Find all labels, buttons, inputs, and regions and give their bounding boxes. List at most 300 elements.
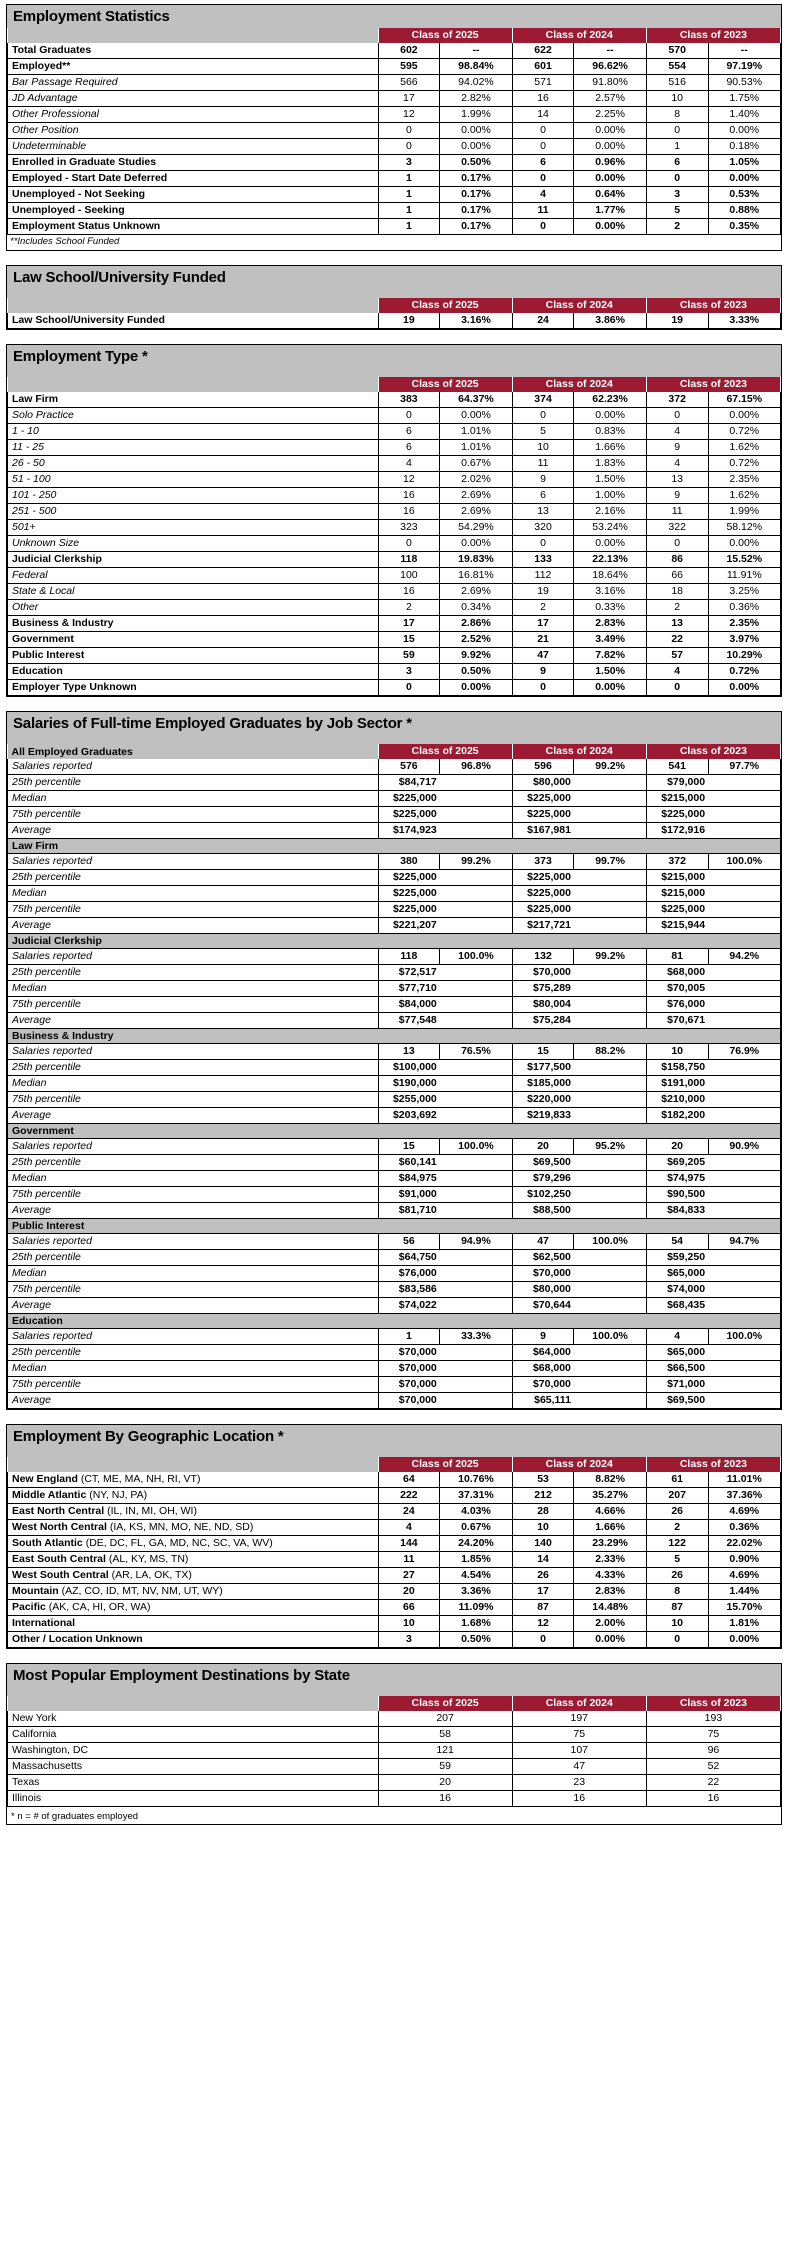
cell-blank [574, 1171, 646, 1187]
cell-blank [574, 1393, 646, 1409]
cell-blank [440, 1345, 512, 1361]
cell-percent: 94.7% [708, 1234, 780, 1250]
cell-count: 2 [378, 600, 440, 616]
cell-count: 28 [512, 1504, 574, 1520]
cell-blank [440, 886, 512, 902]
table-header-row [8, 28, 781, 43]
cell-count: 75 [646, 1727, 780, 1743]
page-title: Employment Statistics [13, 8, 170, 25]
cell-percent: 3.36% [440, 1584, 512, 1600]
table-row [8, 75, 781, 91]
employment-statistics-header [7, 5, 781, 28]
cell-salary: $225,000 [378, 807, 440, 823]
salary-group-header [8, 1029, 781, 1044]
cell-count: 323 [378, 520, 440, 536]
cell-percent: 4.69% [708, 1504, 780, 1520]
cell-salary: $177,500 [512, 1060, 574, 1076]
cell-count: 207 [378, 1711, 512, 1727]
column-header-2023: Class of 2023 [646, 1457, 780, 1472]
cell-count: 5 [646, 203, 708, 219]
cell-count: 596 [512, 759, 574, 775]
cell-percent: 0.00% [708, 408, 780, 424]
cell-count: 212 [512, 1488, 574, 1504]
cell-blank [440, 791, 512, 807]
cell-percent: 0.96% [574, 155, 646, 171]
cell-percent: 0.00% [440, 536, 512, 552]
cell-count: 13 [512, 504, 574, 520]
table-row [8, 1361, 781, 1377]
row-label: Total Graduates [8, 43, 379, 59]
table-row [8, 648, 781, 664]
cell-salary: $70,000 [378, 1361, 440, 1377]
table-row [8, 1139, 781, 1155]
geo-region-name: Pacific [12, 1601, 46, 1613]
cell-blank [440, 1203, 512, 1219]
cell-count: 22 [646, 1775, 780, 1791]
table-row [8, 392, 781, 408]
cell-salary: $158,750 [646, 1060, 708, 1076]
cell-salary: $203,692 [378, 1108, 440, 1124]
cell-count: 13 [378, 1044, 440, 1060]
cell-count: 26 [512, 1568, 574, 1584]
cell-percent: 99.2% [574, 759, 646, 775]
cell-salary: $83,586 [378, 1282, 440, 1298]
employment-statistics-footnote: **Includes School Funded [10, 236, 120, 247]
cell-salary: $70,671 [646, 1013, 708, 1029]
table-row [8, 1187, 781, 1203]
cell-blank [574, 918, 646, 934]
cell-salary: $84,833 [646, 1203, 708, 1219]
cell-salary: $215,000 [646, 886, 708, 902]
cell-salary: $70,644 [512, 1298, 574, 1314]
table-row [8, 1108, 781, 1124]
cell-percent: 0.00% [708, 680, 780, 696]
table-row [8, 1568, 781, 1584]
cell-percent: 67.15% [708, 392, 780, 408]
cell-percent: 2.69% [440, 504, 512, 520]
cell-salary: $80,000 [512, 775, 574, 791]
cell-percent: 99.7% [574, 854, 646, 870]
cell-salary: $172,916 [646, 823, 708, 839]
row-label: Salaries reported [8, 854, 379, 870]
cell-percent: 0.50% [440, 155, 512, 171]
header-spacer-band [13, 1446, 775, 1455]
cell-count: 0 [378, 123, 440, 139]
table-row [8, 632, 781, 648]
header-spacer-band [13, 366, 775, 375]
cell-count: 0 [646, 123, 708, 139]
cell-count: 4 [512, 187, 574, 203]
cell-salary: $210,000 [646, 1092, 708, 1108]
row-label: Salaries reported [8, 1329, 379, 1345]
table-row [8, 1552, 781, 1568]
cell-count: 222 [378, 1488, 440, 1504]
cell-percent: 7.82% [574, 648, 646, 664]
row-label: Average [8, 823, 379, 839]
cell-percent: 8.82% [574, 1472, 646, 1488]
cell-blank [708, 1377, 780, 1393]
cell-blank [440, 1171, 512, 1187]
row-label: 75th percentile [8, 902, 379, 918]
row-label: 1 - 10 [8, 424, 379, 440]
geo-region-name: Middle Atlantic [12, 1489, 87, 1501]
column-header-2023: Class of 2023 [646, 298, 780, 313]
row-label: 75th percentile [8, 1282, 379, 1298]
cell-salary: $221,207 [378, 918, 440, 934]
cell-count: 10 [646, 91, 708, 107]
cell-salary: $91,000 [378, 1187, 440, 1203]
cell-salary: $69,500 [646, 1393, 708, 1409]
cell-salary: $80,004 [512, 997, 574, 1013]
row-label: 25th percentile [8, 870, 379, 886]
table-row [8, 107, 781, 123]
cell-percent: 1.50% [574, 664, 646, 680]
table-row [8, 123, 781, 139]
cell-count: 47 [512, 1759, 646, 1775]
cell-salary: $69,500 [512, 1155, 574, 1171]
cell-count: 2 [646, 600, 708, 616]
cell-blank [708, 1108, 780, 1124]
cell-count: 6 [378, 424, 440, 440]
table-row [8, 1234, 781, 1250]
cell-salary: $182,200 [646, 1108, 708, 1124]
state-name: Washington, DC [8, 1743, 379, 1759]
cell-percent: 0.00% [708, 536, 780, 552]
cell-salary: $220,000 [512, 1092, 574, 1108]
table-header-row [8, 744, 781, 759]
cell-count: 601 [512, 59, 574, 75]
geo-region-states: (DE, DC, FL, GA, MD, NC, SC, VA, WV) [82, 1537, 273, 1549]
column-header-2023: Class of 2023 [646, 744, 780, 759]
cell-count: 0 [512, 680, 574, 696]
cell-count: 52 [646, 1759, 780, 1775]
row-label: Salaries reported [8, 1139, 379, 1155]
cell-percent: 1.85% [440, 1552, 512, 1568]
cell-count: 516 [646, 75, 708, 91]
row-label: 101 - 250 [8, 488, 379, 504]
row-label: 11 - 25 [8, 440, 379, 456]
cell-blank [440, 1092, 512, 1108]
cell-count: 87 [646, 1600, 708, 1616]
geo-region-states: (IA, KS, MN, MO, NE, ND, SD) [106, 1521, 254, 1533]
row-label: Judicial Clerkship [8, 552, 379, 568]
table-row [8, 1013, 781, 1029]
cell-count: 0 [512, 171, 574, 187]
cell-blank [574, 1361, 646, 1377]
cell-blank [574, 1187, 646, 1203]
table-row [8, 823, 781, 839]
cell-salary: $75,284 [512, 1013, 574, 1029]
cell-percent: 15.52% [708, 552, 780, 568]
row-label: Law School/University Funded [8, 313, 379, 329]
cell-percent: 2.69% [440, 584, 512, 600]
cell-salary: $70,000 [512, 1266, 574, 1282]
row-label: 25th percentile [8, 1250, 379, 1266]
table-row [8, 568, 781, 584]
cell-percent: 1.00% [574, 488, 646, 504]
cell-salary: $225,000 [512, 807, 574, 823]
cell-salary: $90,500 [646, 1187, 708, 1203]
cell-percent: 0.34% [440, 600, 512, 616]
cell-percent: 11.09% [440, 1600, 512, 1616]
cell-count: 3 [378, 1632, 440, 1648]
table-row [8, 965, 781, 981]
cell-percent: 0.36% [708, 600, 780, 616]
cell-blank [708, 807, 780, 823]
table-header-row [8, 1696, 781, 1711]
cell-salary: $76,000 [378, 1266, 440, 1282]
header-spacer-band [13, 733, 775, 742]
table-row [8, 1632, 781, 1648]
state-name: New York [8, 1711, 379, 1727]
cell-salary: $76,000 [646, 997, 708, 1013]
cell-salary: $71,000 [646, 1377, 708, 1393]
cell-percent: 2.83% [574, 1584, 646, 1600]
cell-percent: 0.18% [708, 139, 780, 155]
salary-group-header [8, 1124, 781, 1139]
cell-percent: 2.00% [574, 1616, 646, 1632]
cell-count: 27 [378, 1568, 440, 1584]
row-label [8, 1584, 379, 1600]
cell-percent: 0.67% [440, 1520, 512, 1536]
row-label: Employment Status Unknown [8, 219, 379, 235]
cell-percent: 11.01% [708, 1472, 780, 1488]
cell-count: 75 [512, 1727, 646, 1743]
cell-salary: $217,721 [512, 918, 574, 934]
cell-count: 96 [646, 1743, 780, 1759]
cell-percent: 1.66% [574, 440, 646, 456]
law-school-funded-panel [6, 265, 782, 330]
state-name: California [8, 1727, 379, 1743]
cell-percent: 76.9% [708, 1044, 780, 1060]
cell-percent: 22.13% [574, 552, 646, 568]
table-row [8, 408, 781, 424]
cell-percent: 0.33% [574, 600, 646, 616]
cell-percent: 0.00% [574, 1632, 646, 1648]
cell-blank [574, 902, 646, 918]
table-row [8, 664, 781, 680]
cell-blank [440, 1060, 512, 1076]
cell-percent: 94.02% [440, 75, 512, 91]
cell-blank [440, 997, 512, 1013]
cell-count: 16 [512, 91, 574, 107]
cell-salary: $215,944 [646, 918, 708, 934]
cell-percent: 4.33% [574, 1568, 646, 1584]
table-row [8, 1536, 781, 1552]
row-label: Median [8, 886, 379, 902]
row-label: 75th percentile [8, 997, 379, 1013]
table-row [8, 949, 781, 965]
table-row [8, 520, 781, 536]
cell-percent: 100.0% [440, 949, 512, 965]
section-title-law-school-funded: Law School/University Funded [13, 269, 226, 286]
cell-percent: 3.16% [574, 584, 646, 600]
cell-percent: 53.24% [574, 520, 646, 536]
cell-count: 373 [512, 854, 574, 870]
cell-percent: 1.62% [708, 440, 780, 456]
cell-salary: $68,000 [646, 965, 708, 981]
row-label: State & Local [8, 584, 379, 600]
cell-blank [574, 1282, 646, 1298]
cell-count: 16 [378, 504, 440, 520]
cell-count: 0 [512, 408, 574, 424]
cell-blank [440, 1266, 512, 1282]
law-school-funded-header [7, 266, 781, 298]
cell-percent: 0.67% [440, 456, 512, 472]
cell-count: 57 [646, 648, 708, 664]
cell-percent: 100.0% [708, 1329, 780, 1345]
cell-blank [708, 886, 780, 902]
cell-count: 58 [378, 1727, 512, 1743]
cell-percent: -- [708, 43, 780, 59]
salary-group-label: Judicial Clerkship [8, 934, 781, 949]
row-label: Median [8, 791, 379, 807]
cell-blank [708, 1155, 780, 1171]
cell-percent: 4.03% [440, 1504, 512, 1520]
cell-percent: 2.02% [440, 472, 512, 488]
cell-percent: 0.00% [574, 139, 646, 155]
cell-blank [440, 1155, 512, 1171]
row-label: Employed** [8, 59, 379, 75]
cell-percent: 1.44% [708, 1584, 780, 1600]
cell-salary: $77,548 [378, 1013, 440, 1029]
table-row [8, 759, 781, 775]
cell-percent: 0.36% [708, 1520, 780, 1536]
row-label [8, 1600, 379, 1616]
cell-blank [440, 807, 512, 823]
column-header-2023: Class of 2023 [646, 377, 780, 392]
cell-percent: 23.29% [574, 1536, 646, 1552]
cell-percent: 11.91% [708, 568, 780, 584]
cell-count: 9 [512, 1329, 574, 1345]
table-row [8, 1076, 781, 1092]
row-label: 75th percentile [8, 807, 379, 823]
cell-count: 15 [378, 1139, 440, 1155]
cell-blank [440, 1282, 512, 1298]
cell-count: 122 [646, 1536, 708, 1552]
table-row [8, 1504, 781, 1520]
cell-salary: $79,296 [512, 1171, 574, 1187]
cell-count: 17 [512, 616, 574, 632]
cell-salary: $62,500 [512, 1250, 574, 1266]
salary-group-header [8, 839, 781, 854]
cell-count: 132 [512, 949, 574, 965]
cell-count: 19 [512, 584, 574, 600]
header-spacer [8, 298, 379, 313]
cell-count: 9 [646, 440, 708, 456]
table-row [8, 1282, 781, 1298]
table-row [8, 1472, 781, 1488]
cell-blank [574, 791, 646, 807]
table-row [8, 1155, 781, 1171]
cell-percent: 58.12% [708, 520, 780, 536]
column-header-2024: Class of 2024 [512, 1457, 646, 1472]
cell-count: 0 [378, 536, 440, 552]
column-header-2024: Class of 2024 [512, 377, 646, 392]
cell-count: 56 [378, 1234, 440, 1250]
row-label [8, 1536, 379, 1552]
cell-blank [440, 1108, 512, 1124]
cell-salary: $64,000 [512, 1345, 574, 1361]
cell-blank [708, 1393, 780, 1409]
cell-count: 10 [646, 1044, 708, 1060]
cell-percent: 3.25% [708, 584, 780, 600]
cell-percent: 15.70% [708, 1600, 780, 1616]
cell-percent: 3.33% [708, 313, 780, 329]
table-row [8, 870, 781, 886]
cell-count: 193 [646, 1711, 780, 1727]
geo-region-name: West North Central [12, 1521, 107, 1533]
geo-region-states: (AR, LA, OK, TX) [108, 1569, 192, 1581]
cell-count: 5 [646, 1552, 708, 1568]
column-header-2023: Class of 2023 [646, 1696, 780, 1711]
row-label [8, 1568, 379, 1584]
salary-group-header [8, 1314, 781, 1329]
cell-count: 12 [378, 472, 440, 488]
cell-blank [708, 965, 780, 981]
cell-count: 0 [512, 139, 574, 155]
cell-count: 602 [378, 43, 440, 59]
row-label: Other Professional [8, 107, 379, 123]
cell-salary: $70,000 [512, 1377, 574, 1393]
cell-salary: $225,000 [646, 807, 708, 823]
geo-region-states: (AK, CA, HI, OR, WA) [45, 1601, 151, 1613]
cell-percent: 1.75% [708, 91, 780, 107]
cell-count: 0 [646, 408, 708, 424]
cell-percent: 2.35% [708, 472, 780, 488]
cell-percent: 100.0% [440, 1139, 512, 1155]
cell-blank [708, 823, 780, 839]
cell-blank [440, 823, 512, 839]
cell-count: 2 [512, 600, 574, 616]
cell-blank [708, 1060, 780, 1076]
table-row [8, 616, 781, 632]
row-label: 75th percentile [8, 1092, 379, 1108]
cell-count: 6 [646, 155, 708, 171]
cell-salary: $225,000 [512, 886, 574, 902]
table-row [8, 1584, 781, 1600]
cell-percent: 76.5% [440, 1044, 512, 1060]
cell-count: 11 [646, 504, 708, 520]
cell-blank [708, 1298, 780, 1314]
row-label: 75th percentile [8, 1377, 379, 1393]
row-label: Average [8, 1298, 379, 1314]
cell-count: 0 [512, 1632, 574, 1648]
state-name: Texas [8, 1775, 379, 1791]
cell-count: 1 [378, 171, 440, 187]
table-row [8, 552, 781, 568]
section-title-employment-type: Employment Type * [13, 348, 148, 365]
header-spacer [8, 28, 379, 43]
cell-blank [708, 1187, 780, 1203]
cell-count: 14 [512, 1552, 574, 1568]
row-label: Other [8, 600, 379, 616]
cell-count: 595 [378, 59, 440, 75]
cell-percent: 1.99% [708, 504, 780, 520]
cell-salary: $191,000 [646, 1076, 708, 1092]
cell-count: 15 [378, 632, 440, 648]
row-label: Education [8, 664, 379, 680]
cell-blank [574, 997, 646, 1013]
cell-percent: 97.19% [708, 59, 780, 75]
row-label: Employer Type Unknown [8, 680, 379, 696]
cell-blank [708, 1345, 780, 1361]
table-row [8, 1044, 781, 1060]
table-row [8, 854, 781, 870]
table-row [8, 1203, 781, 1219]
cell-percent: 0.17% [440, 219, 512, 235]
cell-count: 59 [378, 648, 440, 664]
